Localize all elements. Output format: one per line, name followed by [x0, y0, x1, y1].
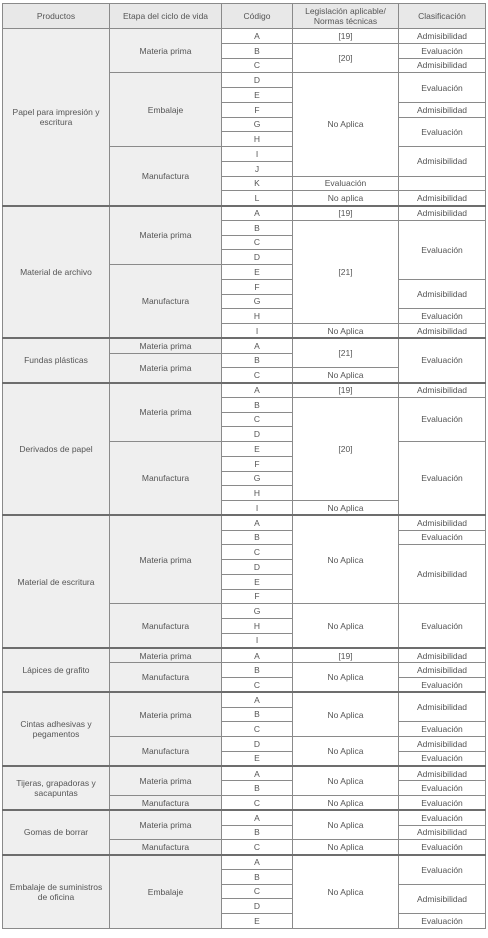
code-cell: B — [222, 869, 293, 884]
code-cell: E — [222, 442, 293, 457]
header-products: Productos — [3, 4, 110, 29]
code-cell: C — [222, 840, 293, 855]
legislation-cell: No Aplica — [293, 810, 399, 840]
classification-cell: Evaluación — [399, 604, 486, 648]
product-cell: Material de archivo — [3, 206, 110, 339]
code-cell: A — [222, 855, 293, 870]
code-cell: E — [222, 751, 293, 766]
legislation-cell: No Aplica — [293, 515, 399, 604]
legislation-cell: No Aplica — [293, 73, 399, 176]
code-cell: E — [222, 265, 293, 280]
stage-cell: Materia prima — [110, 515, 222, 604]
stage-cell: Materia prima — [110, 338, 222, 353]
table-row — [3, 766, 486, 781]
code-cell: B — [222, 781, 293, 796]
table-row — [3, 855, 486, 870]
code-cell: D — [222, 427, 293, 442]
legislation-cell: No Aplica — [293, 766, 399, 796]
legislation-cell: No Aplica — [293, 501, 399, 516]
classification-cell: Evaluación — [399, 855, 486, 885]
table-row — [3, 206, 486, 221]
classification-cell: Evaluación — [399, 397, 486, 441]
code-cell: B — [222, 220, 293, 235]
classification-cell: Evaluación — [399, 338, 486, 382]
code-cell: B — [222, 43, 293, 58]
classification-cell: Evaluación — [399, 751, 486, 766]
code-cell: G — [222, 117, 293, 132]
classification-cell: Admisibilidad — [399, 648, 486, 663]
classification-cell: Evaluación — [399, 43, 486, 58]
table-row — [3, 692, 486, 707]
legislation-cell: [19] — [293, 383, 399, 398]
code-cell: C — [222, 368, 293, 383]
code-cell: A — [222, 766, 293, 781]
legislation-cell: [21] — [293, 220, 399, 323]
legislation-cell: No Aplica — [293, 604, 399, 648]
code-cell: I — [222, 633, 293, 648]
stage-cell: Embalaje — [110, 855, 222, 929]
code-cell: B — [222, 397, 293, 412]
table-body — [3, 29, 486, 929]
classification-cell: Evaluación — [399, 530, 486, 545]
product-cell: Papel para impresión y escritura — [3, 29, 110, 206]
code-cell: C — [222, 722, 293, 737]
code-cell: L — [222, 191, 293, 206]
code-cell: B — [222, 707, 293, 722]
code-cell: C — [222, 412, 293, 427]
classification-cell: Evaluación — [399, 220, 486, 279]
code-cell: A — [222, 515, 293, 530]
code-cell: B — [222, 825, 293, 840]
classification-cell: Admisibilidad — [399, 383, 486, 398]
legislation-cell: No Aplica — [293, 368, 399, 383]
stage-cell: Manufactura — [110, 147, 222, 206]
classification-cell: Admisibilidad — [399, 324, 486, 339]
classification-cell: Evaluación — [399, 840, 486, 855]
table-row — [3, 338, 486, 353]
stage-cell: Materia prima — [110, 648, 222, 663]
classification-cell: Admisibilidad — [399, 692, 486, 722]
legislation-cell: No Aplica — [293, 324, 399, 339]
legislation-cell: [20] — [293, 43, 399, 73]
code-cell: C — [222, 678, 293, 693]
header-code: Código — [222, 4, 293, 29]
code-cell: D — [222, 73, 293, 88]
code-cell: A — [222, 810, 293, 825]
table-row — [3, 29, 486, 44]
code-cell: K — [222, 176, 293, 191]
classification-cell: Evaluación — [399, 117, 486, 147]
classification-cell: Admisibilidad — [399, 766, 486, 781]
product-cell: Derivados de papel — [3, 383, 110, 516]
code-cell: F — [222, 279, 293, 294]
stage-cell: Manufactura — [110, 604, 222, 648]
classification-cell: Evaluación — [399, 914, 486, 929]
code-cell: C — [222, 58, 293, 73]
stage-cell: Manufactura — [110, 663, 222, 693]
classification-cell: Admisibilidad — [399, 147, 486, 177]
classification-cell: Evaluación — [293, 176, 399, 191]
stage-cell: Manufactura — [110, 840, 222, 855]
code-cell: E — [222, 914, 293, 929]
code-cell: D — [222, 737, 293, 752]
code-cell: G — [222, 471, 293, 486]
legislation-cell: [19] — [293, 648, 399, 663]
stage-cell: Embalaje — [110, 73, 222, 147]
legislation-cell: No Aplica — [293, 737, 399, 767]
code-cell: H — [222, 486, 293, 501]
legislation-cell: No Aplica — [293, 796, 399, 811]
stage-cell: Materia prima — [110, 692, 222, 736]
stage-cell: Manufactura — [110, 796, 222, 811]
code-cell: F — [222, 102, 293, 117]
classification-cell: Admisibilidad — [399, 206, 486, 221]
classification-cell: Admisibilidad — [399, 884, 486, 914]
code-cell: C — [222, 884, 293, 899]
classification-cell: Admisibilidad — [399, 279, 486, 309]
code-cell: H — [222, 619, 293, 634]
classification-cell: Admisibilidad — [399, 102, 486, 117]
classification-cell: Evaluación — [399, 442, 486, 516]
code-cell: E — [222, 574, 293, 589]
legislation-cell: [19] — [293, 29, 399, 44]
legislation-cell: No Aplica — [293, 855, 399, 929]
legislation-cell: No Aplica — [293, 663, 399, 693]
code-cell: F — [222, 589, 293, 604]
classification-cell: Evaluación — [399, 722, 486, 737]
classification-cell: Evaluación — [399, 309, 486, 324]
code-cell: C — [222, 235, 293, 250]
code-cell: C — [222, 796, 293, 811]
legislation-cell: No aplica — [293, 191, 399, 206]
classification-table — [2, 3, 486, 929]
classification-cell: Admisibilidad — [399, 663, 486, 678]
code-cell: I — [222, 501, 293, 516]
code-cell: G — [222, 294, 293, 309]
stage-cell: Manufactura — [110, 737, 222, 767]
code-cell: B — [222, 663, 293, 678]
classification-cell: Evaluación — [399, 73, 486, 103]
classification-cell: Admisibilidad — [399, 737, 486, 752]
code-cell: D — [222, 560, 293, 575]
stage-cell: Materia prima — [110, 353, 222, 383]
product-cell: Cintas adhesivas y pegamentos — [3, 692, 110, 766]
code-cell: D — [222, 899, 293, 914]
code-cell: A — [222, 383, 293, 398]
classification-cell: Admisibilidad — [399, 825, 486, 840]
code-cell: F — [222, 456, 293, 471]
code-cell: G — [222, 604, 293, 619]
table-row — [3, 810, 486, 825]
product-cell: Fundas plásticas — [3, 338, 110, 382]
table-row — [3, 515, 486, 530]
header-legislation: Legislación aplicable/ Normas técnicas — [293, 4, 399, 29]
product-cell: Tijeras, grapadoras y sacapuntas — [3, 766, 110, 810]
code-cell: E — [222, 88, 293, 103]
classification-cell: Admisibilidad — [399, 29, 486, 44]
classification-cell: Evaluación — [399, 810, 486, 825]
legislation-cell: [19] — [293, 206, 399, 221]
stage-cell: Materia prima — [110, 29, 222, 73]
stage-cell: Manufactura — [110, 265, 222, 339]
code-cell: A — [222, 29, 293, 44]
stage-cell: Materia prima — [110, 810, 222, 840]
code-cell: A — [222, 648, 293, 663]
classification-cell: Admisibilidad — [399, 545, 486, 604]
product-cell: Gomas de borrar — [3, 810, 110, 854]
legislation-cell: [20] — [293, 397, 399, 500]
classification-cell: Evaluación — [399, 796, 486, 811]
table-header — [3, 4, 486, 29]
product-cell: Material de escritura — [3, 515, 110, 648]
classification-cell: Admisibilidad — [399, 58, 486, 73]
legislation-cell: No Aplica — [293, 840, 399, 855]
header-row — [3, 4, 486, 29]
code-cell: C — [222, 545, 293, 560]
legislation-cell: [21] — [293, 338, 399, 368]
product-cell: Lápices de grafito — [3, 648, 110, 692]
product-cell: Embalaje de suministros de oficina — [3, 855, 110, 929]
classification-cell: Admisibilidad — [399, 191, 486, 206]
code-cell: B — [222, 530, 293, 545]
header-stage: Etapa del ciclo de vida — [110, 4, 222, 29]
stage-cell: Materia prima — [110, 206, 222, 265]
code-cell: A — [222, 338, 293, 353]
classification-cell: Evaluación — [399, 781, 486, 796]
header-classification: Clasificación — [399, 4, 486, 29]
code-cell: I — [222, 147, 293, 162]
stage-cell: Materia prima — [110, 383, 222, 442]
table-row — [3, 383, 486, 398]
code-cell: I — [222, 324, 293, 339]
stage-cell: Manufactura — [110, 442, 222, 516]
code-cell: H — [222, 309, 293, 324]
classification-cell: Evaluación — [399, 678, 486, 693]
code-cell: D — [222, 250, 293, 265]
code-cell: B — [222, 353, 293, 368]
stage-cell: Materia prima — [110, 766, 222, 796]
code-cell: J — [222, 161, 293, 176]
classification-cell: Admisibilidad — [399, 515, 486, 530]
code-cell: H — [222, 132, 293, 147]
table-row — [3, 648, 486, 663]
code-cell: A — [222, 692, 293, 707]
code-cell: A — [222, 206, 293, 221]
legislation-cell: No Aplica — [293, 692, 399, 736]
